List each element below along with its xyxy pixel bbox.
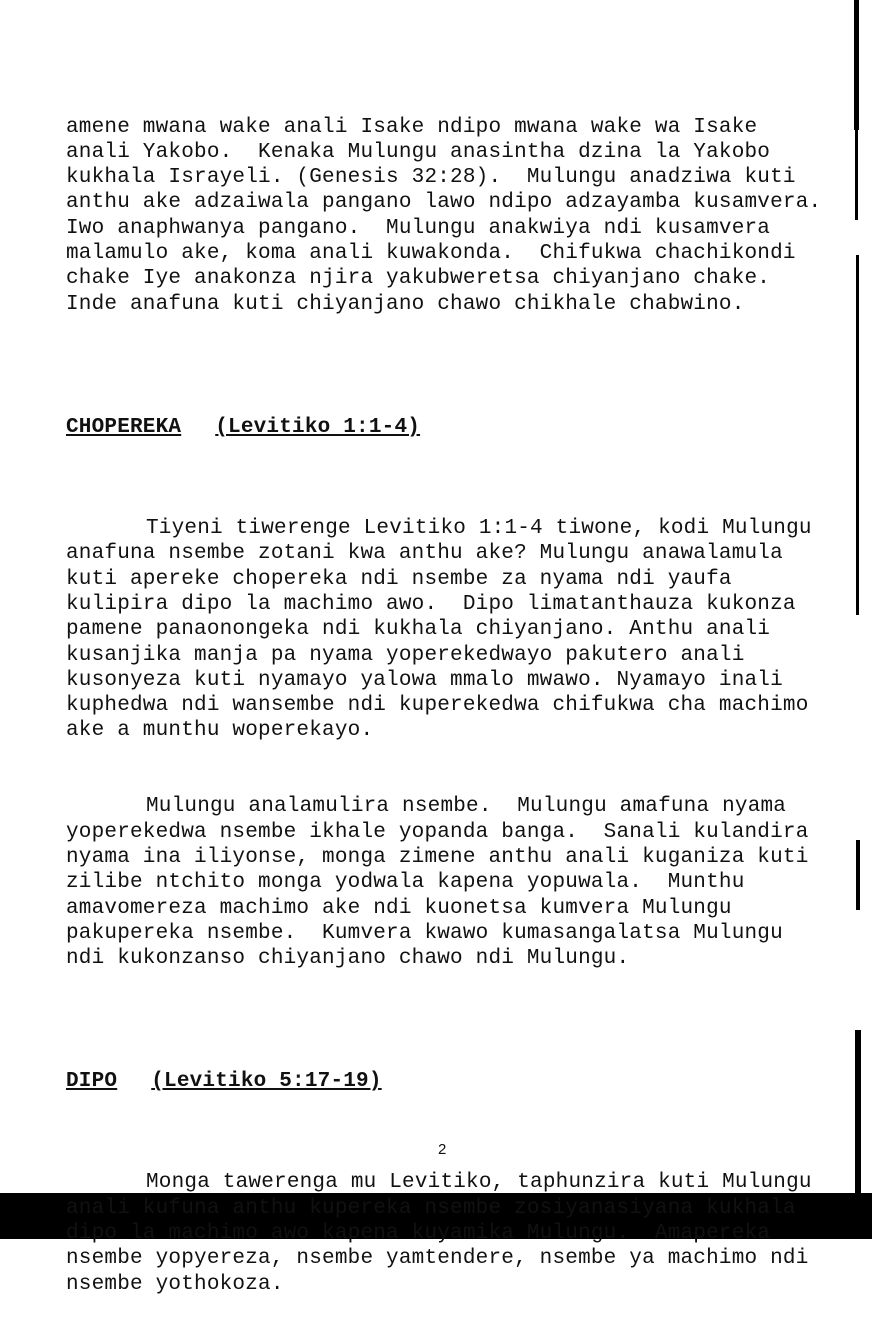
chopereka-paragraph-1: Tiyeni tiwerenge Levitiko 1:1-4 tiwone, kodi Mulungu anafuna nsembe zotani kwa anthu ake? Mulungu anawalamula kuti apereke chopereka ndi nsembe za nyama ndi yaufa kulipira dipo la machimo awo. Dipo limatanthauza kukonza pamene panaonongeka ndi kukhala chiyanjano. Anthu anali kusanjika manja pa nyama yoperekedwayo pakutero anali kusonyeza kuti nyamayo yalowa mmalo mwawo. Nyamayo inali kuphedwa ndi wansembe ndi kuperekedwa chifukwa cha machimo ake a munthu woperekayo. — [66, 517, 825, 743]
section-heading-dipo — [66, 1069, 826, 1094]
scan-edge-line — [856, 840, 860, 910]
heading-reference: (Levitiko 5:17-19) — [151, 1070, 382, 1094]
heading-reference: (Levitiko 1:1-4) — [215, 415, 421, 439]
heading-word: DIPO — [66, 1070, 118, 1094]
scan-edge-line — [854, 0, 859, 130]
dipo-paragraph-1: Monga tawerenga mu Levitiko, taphunzira kuti Mulungu anali kufuna anthu kupereka nsembe zosiyanasiyana kukhala dipo la machimo awo kapena kuyamika Mulungu. Amapereka nsembe yopyereza, nsembe yamtendere, nsembe ya machimo ndi nsembe yothokoza. — [66, 1171, 825, 1296]
scan-right-margin — [852, 0, 872, 1239]
document-body — [66, 64, 835, 1322]
scan-edge-line — [855, 130, 858, 220]
scan-edge-line — [855, 1030, 861, 1193]
page-number: 2 — [438, 1141, 447, 1158]
section-heading-chopereka — [66, 415, 826, 440]
scan-edge-line — [856, 255, 859, 615]
chopereka-paragraph-2: Mulungu analamulira nsembe. Mulungu amafuna nyama yoperekedwa nsembe ikhale yopanda banga. Sanali kulandira nyama ina iliyonse, monga zimene anthu anali kuganiza kuti zilibe ntchito monga yodwala kapena yopuwala. Munthu amavomereza machimo ake ndi kuonetsa kumvera Mulungu pakupereka nsembe. Kumvera kwawo kumasangalatsa Mulungu ndi kukonzanso chiyanjano chawo ndi Mulungu. — [66, 795, 822, 971]
intro-paragraph: amene mwana wake anali Isake ndipo mwana wake wa Isake anali Yakobo. Kenaka Mulungu anasintha dzina la Yakobo kukhala Israyeli. (Genesis 32:28). Mulungu anadziwa kuti anthu ake adzaiwala pangano lawo ndipo adzayamba kusamvera. Iwo anaphwanya pangano. Mulungu anakwiya ndi kusamvera malamulo ake, koma anali kuwakonda. Chifukwa chachikondi chake Iye anakonza njira yakubweretsa chiyanjano chake. Inde anafuna kuti chiyanjano chawo chikhale chabwino. — [66, 115, 835, 316]
heading-word: CHOPEREKA — [66, 415, 182, 439]
